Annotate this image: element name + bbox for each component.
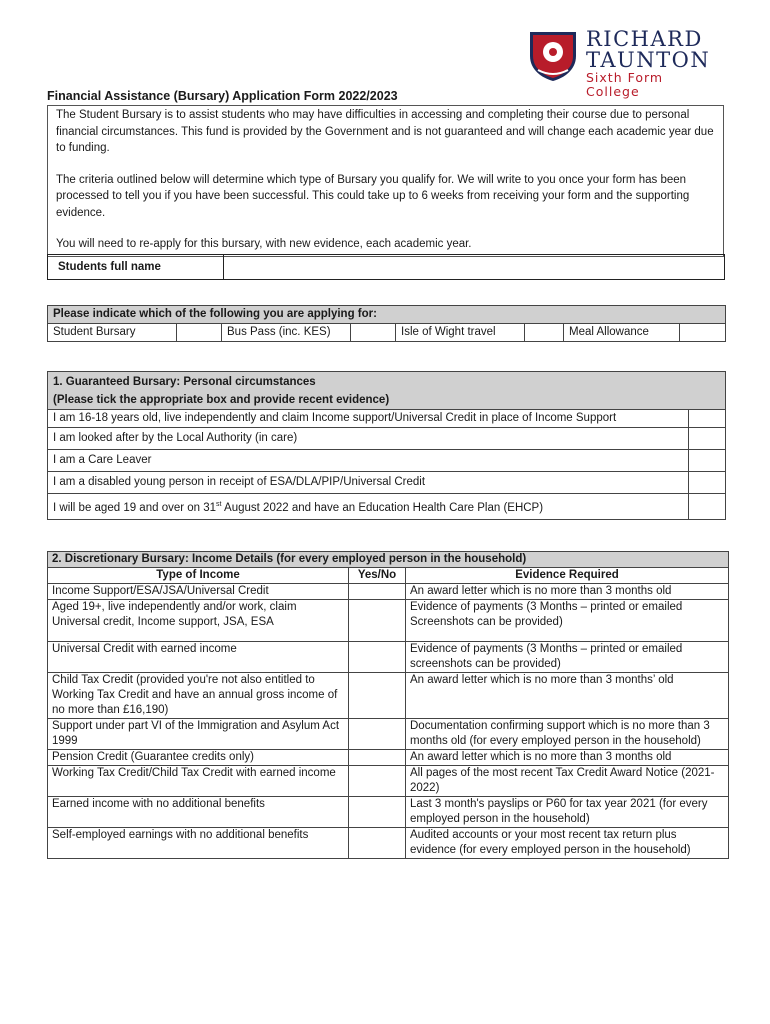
guaranteed-criterion: I am 16-18 years old, live independently and claim Income support/Universal Credit in place of Income Support [48, 410, 689, 428]
student-name-label: Students full name [48, 255, 224, 280]
logo-line-2: TAUNTON [586, 48, 711, 72]
option-label: Isle of Wight travel [396, 324, 525, 342]
income-type: Self-employed earnings with no additional benefits [48, 828, 349, 859]
logo-line-1: RICHARD [586, 27, 703, 51]
evidence-required: Evidence of payments (3 Months – printed or emailed screenshots can be provided) [406, 642, 729, 673]
option-checkbox[interactable] [680, 324, 726, 342]
yes-no-field[interactable] [349, 673, 406, 719]
income-type: Support under part VI of the Immigration and Asylum Act 1999 [48, 719, 349, 750]
ehcp-ordinal: st [216, 501, 222, 508]
guaranteed-header: 1. Guaranteed Bursary: Personal circumstances [53, 376, 316, 388]
evidence-required: An award letter which is no more than 3 months old [406, 750, 729, 766]
option-checkbox[interactable] [351, 324, 396, 342]
page-title: Financial Assistance (Bursary) Application Form 2022/2023 [47, 89, 398, 103]
guaranteed-criterion [48, 494, 689, 520]
guaranteed-criterion: I am a disabled young person in receipt of ESA/DLA/PIP/Universal Credit [48, 472, 689, 494]
college-crest-icon [524, 28, 582, 82]
yes-no-field[interactable] [349, 828, 406, 859]
option-label: Student Bursary [48, 324, 177, 342]
income-type: Earned income with no additional benefits [48, 797, 349, 828]
evidence-required: Audited accounts or your most recent tax return plus evidence (for every employed person in the household) [406, 828, 729, 859]
ehcp-text-start: I will be aged 19 and over on 31 [53, 501, 217, 514]
guaranteed-bursary-table [47, 371, 726, 520]
intro-box [47, 105, 724, 257]
intro-paragraph-1: The Student Bursary is to assist students who may have difficulties in accessing and completing their course due to personal financial circumstances. This fund is provided by the Government and is not guaranteed and will change each academic year due to funding. [56, 109, 714, 154]
yes-no-field[interactable] [349, 766, 406, 797]
guaranteed-tick-box[interactable] [689, 428, 726, 450]
evidence-required: An award letter which is no more than 3 months old [406, 584, 729, 600]
yes-no-field[interactable] [349, 600, 406, 642]
guaranteed-tick-box[interactable] [689, 450, 726, 472]
income-type: Child Tax Credit (provided you're not also entitled to Working Tax Credit and have an annual gross income of no more than £16,190) [48, 673, 349, 719]
income-type: Working Tax Credit/Child Tax Credit with earned income [48, 766, 349, 797]
income-type: Universal Credit with earned income [48, 642, 349, 673]
evidence-required: Evidence of payments (3 Months – printed or emailed Screenshots can be provided) [406, 600, 729, 642]
guaranteed-criterion: I am a Care Leaver [48, 450, 689, 472]
column-header-evidence: Evidence Required [406, 568, 729, 584]
income-type: Income Support/ESA/JSA/Universal Credit [48, 584, 349, 600]
student-name-field[interactable] [224, 255, 725, 280]
yes-no-field[interactable] [349, 719, 406, 750]
option-label: Bus Pass (inc. KES) [222, 324, 351, 342]
option-label: Meal Allowance [564, 324, 680, 342]
yes-no-field[interactable] [349, 750, 406, 766]
option-checkbox[interactable] [525, 324, 564, 342]
income-type: Aged 19+, live independently and/or work, claim Universal credit, Income support, JSA, ESA [48, 600, 349, 642]
intro-paragraph-3: You will need to re-apply for this bursary, with new evidence, each academic year. [56, 238, 472, 250]
guaranteed-subheader: (Please tick the appropriate box and provide recent evidence) [53, 394, 390, 406]
guaranteed-tick-box[interactable] [689, 410, 726, 428]
yes-no-field[interactable] [349, 584, 406, 600]
evidence-required: An award letter which is no more than 3 months’ old [406, 673, 729, 719]
column-header-type: Type of Income [48, 568, 349, 584]
discretionary-bursary-table [47, 551, 729, 859]
evidence-required: All pages of the most recent Tax Credit Award Notice (2021-2022) [406, 766, 729, 797]
logo-line-3: Sixth Form College [586, 70, 664, 99]
guaranteed-criterion: I am looked after by the Local Authority (in care) [48, 428, 689, 450]
college-logo [524, 26, 714, 99]
intro-paragraph-2: The criteria outlined below will determine which type of Bursary you qualify for. We will write to you once your form has been processed to tell you if you have been successful. This could take up to 6 weeks from receiving your form and the supporting evidence. [56, 173, 690, 219]
discretionary-header: 2. Discretionary Bursary: Income Details (for every employed person in the household) [48, 552, 729, 568]
ehcp-text-end: August 2022 and have an Education Health Care Plan (EHCP) [221, 501, 544, 514]
guaranteed-tick-box[interactable] [689, 494, 726, 520]
evidence-required: Documentation confirming support which is no more than 3 months old (for every employed person in the household) [406, 719, 729, 750]
evidence-required: Last 3 month's payslips or P60 for tax year 2021 (for every employed person in the household) [406, 797, 729, 828]
apply-header: Please indicate which of the following you are applying for: [48, 306, 726, 324]
yes-no-field[interactable] [349, 797, 406, 828]
column-header-yes-no: Yes/No [349, 568, 406, 584]
student-name-table [47, 254, 725, 280]
income-type: Pension Credit (Guarantee credits only) [48, 750, 349, 766]
guaranteed-tick-box[interactable] [689, 472, 726, 494]
apply-for-table [47, 305, 726, 342]
option-checkbox[interactable] [177, 324, 222, 342]
yes-no-field[interactable] [349, 642, 406, 673]
